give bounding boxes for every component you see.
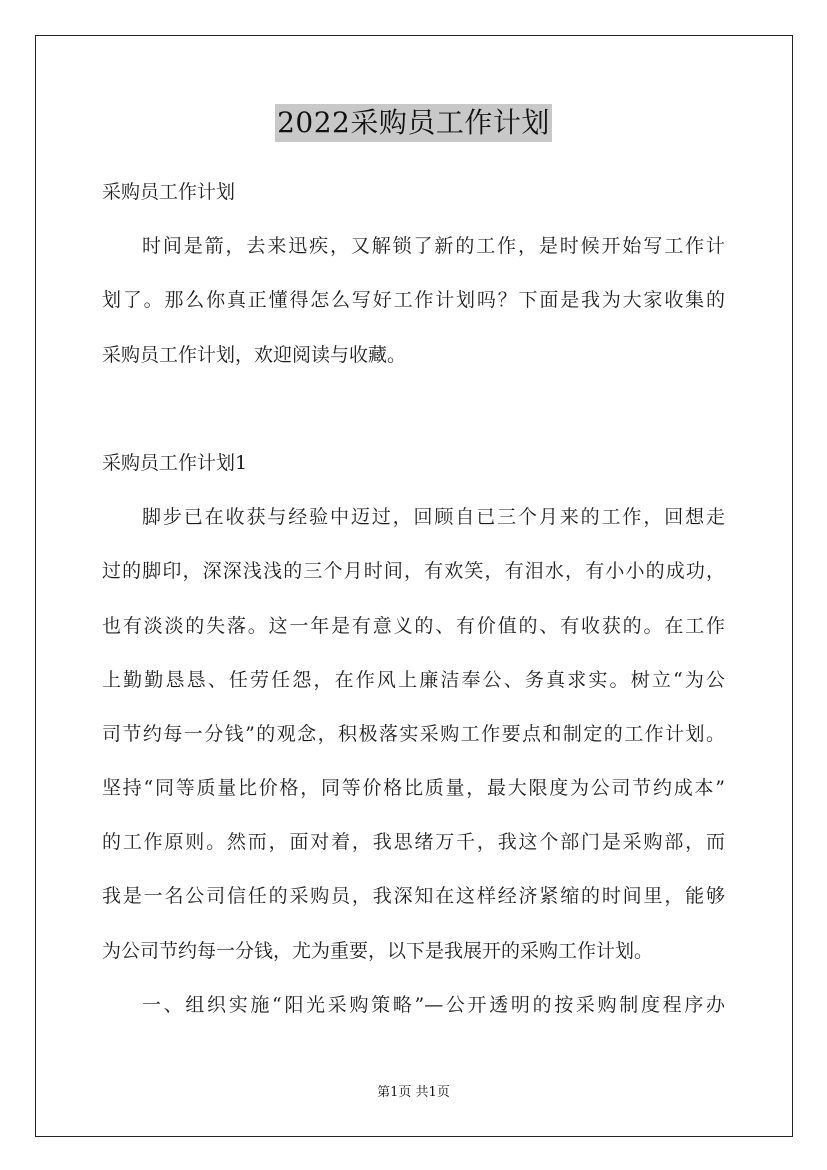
paragraph-line: 司节约每一分钱”的观念，积极落实采购工作要点和制定的工作计划。 bbox=[102, 722, 725, 745]
blank-line bbox=[102, 382, 725, 436]
section-heading: 采购员工作计划 bbox=[102, 181, 236, 203]
body-paragraph bbox=[102, 978, 725, 1032]
paragraph-line: 也有淡淡的失落。这一年是有意义的、有价值的、有收获的。在工作 bbox=[102, 614, 725, 637]
paragraph-line: 的工作原则。然而，面对着，我思绪万千，我这个部门是采购部，而 bbox=[102, 831, 725, 854]
paragraph-line: 脚步已在收获与经验中迈过，回顾自已三个月来的工作，回想走 bbox=[142, 506, 725, 529]
page-footer bbox=[0, 1085, 827, 1101]
intro-paragraph bbox=[102, 219, 725, 382]
paragraph-line: 划了。那么你真正懂得怎么写好工作计划吗？下面是我为大家收集的 bbox=[102, 289, 725, 312]
paragraph-line: 为公司节约每一分钱，尤为重要，以下是我展开的采购工作计划。 bbox=[102, 939, 654, 962]
paragraph-line: 过的脚印，深深浅浅的三个月时间，有欢笑，有泪水，有小小的成功， bbox=[102, 560, 725, 583]
page-number-label: 第1页 共1页 bbox=[377, 1085, 450, 1100]
paragraph-line: 上勤勤恳恳、任劳任怨，在作风上廉洁奉公、务真求实。树立“为公 bbox=[102, 668, 725, 691]
title-container bbox=[0, 104, 827, 142]
paragraph-line: 采购员工作计划，欢迎阅读与收藏。 bbox=[102, 343, 407, 366]
document-title: 2022采购员工作计划 bbox=[275, 104, 552, 142]
section-heading: 采购员工作计划1 bbox=[102, 451, 248, 474]
body-paragraph bbox=[102, 490, 725, 978]
paragraph-line: 我是一名公司信任的采购员，我深知在这样经济紧缩的时间里，能够 bbox=[102, 885, 725, 908]
paragraph-line: 时间是箭，去来迅疾，又解锁了新的工作，是时候开始写工作计 bbox=[142, 235, 725, 258]
paragraph-line: 坚持“同等质量比价格，同等价格比质量，最大限度为公司节约成本” bbox=[102, 777, 725, 800]
paragraph-line: 一、组织实施“阳光采购策略”—公开透明的按采购制度程序办 bbox=[142, 993, 725, 1016]
document-body bbox=[102, 165, 725, 1032]
